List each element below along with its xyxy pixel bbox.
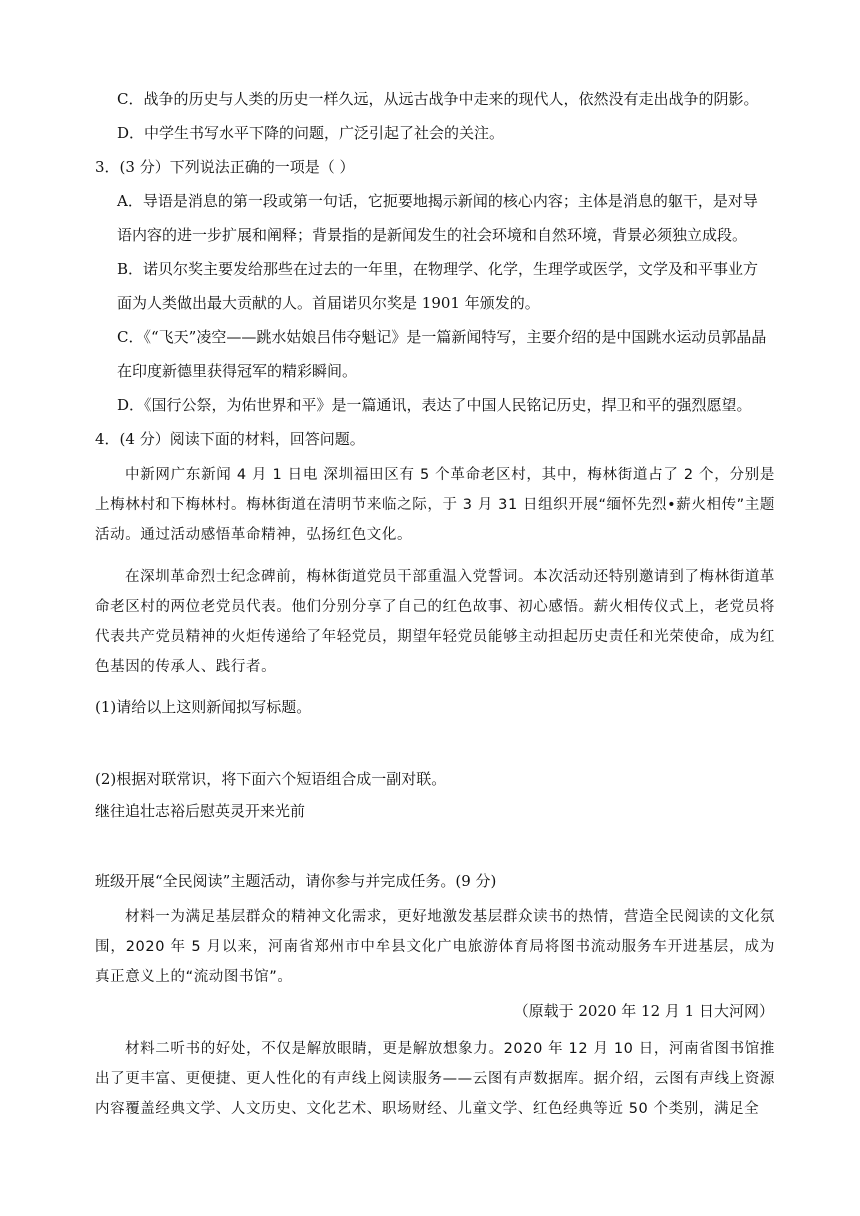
q2-option-d: D．中学生书写水平下降的问题，广泛引起了社会的关注。: [117, 124, 505, 142]
q5-source-1: （原载于 2020 年 12 月 1 日大河网）: [513, 1002, 774, 1020]
q4-paragraph-2: 在深圳革命烈士纪念碑前，梅林街道党员干部重温入党誓词。本次活动还特别邀请到了梅林街道革命老区村的两位老党员代表。他们分别分享了自己的红色故事、初心感悟。薪火相传仪式上，老党员将代表共产党员精神的火炬传递给了年轻党员，期望年轻党员能够主动担起历史责任和光荣使命，成为红色基因的传承人、践行者。: [95, 569, 775, 675]
q3-option-b-line1: B．诺贝尔奖主要发给那些在过去的一年里，在物理学、化学，生理学或医学，文学及和平事业方: [117, 260, 759, 278]
q4-stem: 4．(4 分）阅读下面的材料，回答问题。: [95, 430, 365, 448]
q2-option-c: C．战争的历史与人类的历史一样久远，从远古战争中走来的现代人，依然没有走出战争的阴影。: [117, 90, 759, 108]
q3-option-a-line1: A．导语是消息的第一段或第一句话，它扼要地揭示新闻的核心内容；主体是消息的躯干，是对导: [117, 192, 758, 210]
q3-option-b-line2: 面为人类做出最大贡献的人。首届诺贝尔奖是 1901 年颁发的。: [117, 294, 540, 312]
q3-option-a-line2: 语内容的进一步扩展和阐释；背景指的是新闻发生的社会环境和自然环境，背景必须独立成段。: [117, 226, 748, 244]
q5-material-1: 材料一为满足基层群众的精神文化需求，更好地激发基层群众读书的热情，营造全民阅读的文化氛围，2020 年 5 月以来，河南省郑州市中牟县文化广电旅游体育局将图书流动服务车开进基层，成为真正意义上的“流动图书馆”。: [95, 909, 775, 985]
q4-sub-question-1: (1)请给以上这则新闻拟写标题。: [95, 698, 312, 716]
q3-option-d-line1: D．《国行公祭，为佑世界和平》是一篇通讯，表达了中国人民铭记历史，捍卫和平的强烈愿望。: [117, 396, 752, 414]
q5-stem: 班级开展“全民阅读”主题活动，请你参与并完成任务。(9 分): [95, 872, 497, 890]
q3-option-c-line2: 在印度新德里获得冠军的精彩瞬间。: [117, 362, 358, 380]
q3-option-c-line1: C．《“飞天”凌空——跳水姑娘吕伟夺魁记》是一篇新闻特写，主要介绍的是中国跳水运动员郭晶晶: [117, 328, 767, 346]
q4-sub-question-2: (2)根据对联常识，将下面六个短语组合成一副对联。: [95, 770, 447, 788]
q4-paragraph-1: 中新网广东新闻 4 月 1 日电 深圳福田区有 5 个革命老区村，其中，梅林街道占了 2 个，分别是上梅林村和下梅林村。梅林街道在清明节来临之际，于 3 月 31 日组织开展“缅怀先烈•薪火相传”主题活动。通过活动感悟革命精神，弘扬红色文化。: [95, 467, 775, 543]
q4-phrases: 继往追壮志裕后慰英灵开来光前: [95, 802, 306, 820]
q3-stem: 3．(3 分）下列说法正确的一项是（ ）: [95, 158, 355, 176]
q5-material-2: 材料二听书的好处，不仅是解放眼睛，更是解放想象力。2020 年 12 月 10 日，河南省图书馆推出了更丰富、更便捷、更人性化的有声线上阅读服务——云图有声数据库。据介绍，云图有声线上资源内容覆盖经典文学、人文历史、文化艺术、职场财经、儿童文学、红色经典等近 50 个类别，满足全: [95, 1041, 775, 1117]
